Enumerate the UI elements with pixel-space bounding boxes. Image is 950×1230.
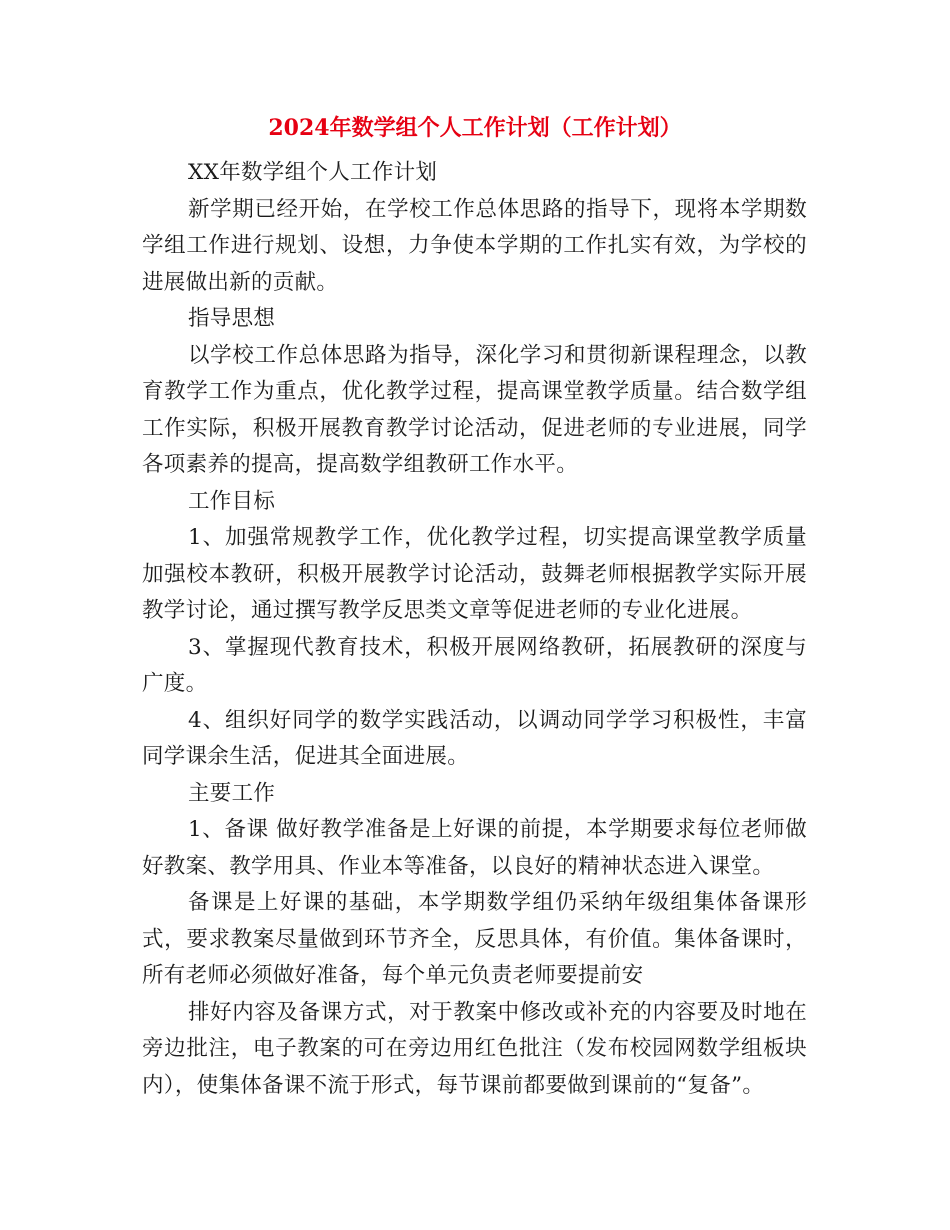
document-title: 2024年数学组个人工作计划（工作计划）	[268, 115, 682, 141]
paragraph-heading-xx-plan: XX年数学组个人工作计划	[188, 160, 438, 185]
paragraph-goal-4: 4、组织好同学的数学实践活动，以调动同学学习积极性，丰富同学课余生活，促进其全面进展。	[142, 707, 807, 769]
section-heading-main-work: 主要工作	[188, 780, 276, 806]
paragraph-guiding-thought: 以学校工作总体思路为指导，深化学习和贯彻新课程理念，以教育教学工作为重点，优化教学过程，提高课堂教学质量。结合数学组工作实际，积极开展教育教学讨论活动，促进老师的专业进展，同学各项素养的提高，提高数学组教研工作水平。	[142, 342, 807, 477]
paragraph-lesson-arrangement: 排好内容及备课方式，对于教案中修改或补充的内容要及时地在旁边批注，电子教案的可在旁边用红色批注（发布校园网数学组板块内），使集体备课不流于形式，每节课前都要做到课前的“复备”。	[142, 999, 807, 1098]
paragraph-goal-3: 3、掌握现代教育技术，积极开展网络教研，拓展教研的深度与广度。	[142, 634, 807, 696]
paragraph-lesson-prep: 备课是上好课的基础，本学期数学组仍采纳年级组集体备课形式，要求教案尽量做到环节齐全，反思具体，有价值。集体备课时，所有老师必须做好准备，每个单元负责老师要提前安	[142, 890, 807, 988]
section-heading-guiding-thought: 指导思想	[188, 306, 276, 331]
section-heading-work-goals: 工作目标	[188, 488, 276, 514]
paragraph-intro: 新学期已经开始，在学校工作总体思路的指导下，现将本学期数学组工作进行规划、设想，力争使本学期的工作扎实有效，为学校的进展做出新的贡献。	[142, 196, 807, 295]
paragraph-goal-1: 1、加强常规教学工作，优化教学过程，切实提高课堂教学质量加强校本教研，积极开展教学讨论活动，鼓舞老师根据教学实际开展教学讨论，通过撰写教学反思类文章等促进老师的专业化进展。	[142, 525, 807, 623]
document-body	[142, 155, 807, 1104]
paragraph-work-1: 1、备课 做好教学准备是上好课的前提，本学期要求每位老师做好教案、教学用具、作业本等准备，以良好的精神状态进入课堂。	[142, 817, 807, 879]
